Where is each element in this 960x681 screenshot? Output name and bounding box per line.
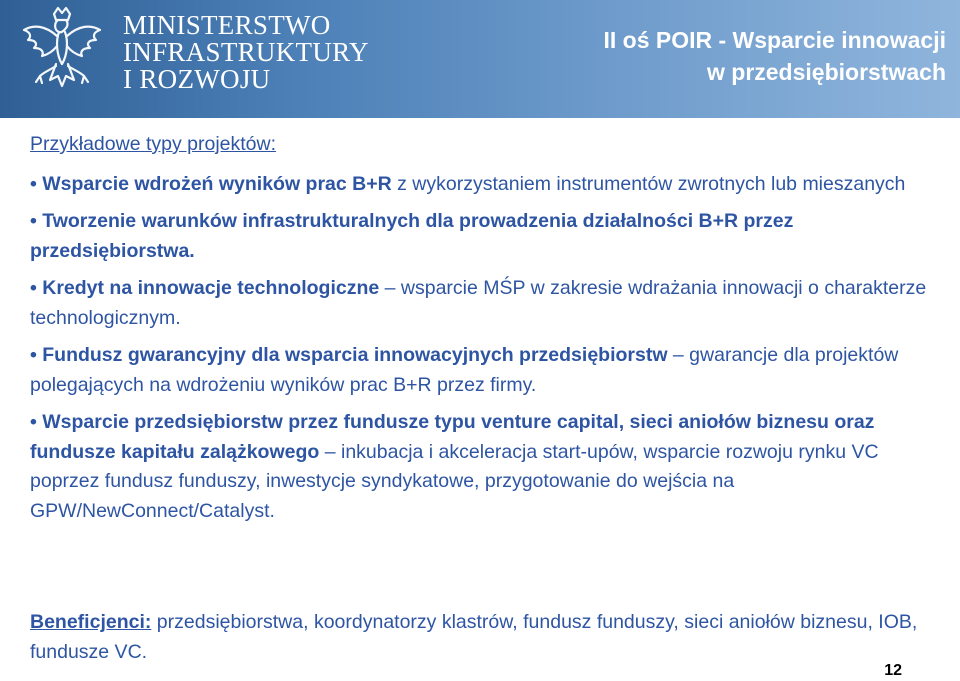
ministry-line-1: MINISTERSTWO (123, 10, 331, 40)
ministry-name (123, 12, 369, 93)
beneficiaries-label: Beneficjenci: (30, 611, 152, 633)
slide-title-line-2: w przedsiębiorstwach (706, 59, 946, 85)
bullet-bold-text: Fundusz gwarancyjny dla wsparcia innowacyjnych przedsiębiorstw (42, 344, 668, 366)
slide-content (30, 130, 940, 534)
bullet-regular-text: – wsparcie MŚP w zakresie wdrażania innowacji o charakterze technologicznym. (30, 277, 927, 329)
bullet-item (30, 170, 940, 200)
eagle-emblem-icon (14, 6, 110, 106)
slide-title (603, 24, 946, 88)
bullet-bold-text: Wsparcie przedsiębiorstw przez fundusze typu venture capital, sieci aniołów biznesu oraz fundusze kapitału zalążkowego (30, 411, 875, 463)
ministry-line-2: INFRASTRUKTURY (123, 37, 369, 67)
bullet-bold-text: Tworzenie warunków infrastrukturalnych dla prowadzenia działalności B+R przez przedsiębiorstwa. (30, 210, 794, 262)
bullet-marker: • (30, 411, 43, 433)
bullet-regular-text: z wykorzystaniem instrumentów zwrotnych lub mieszanych (391, 172, 906, 195)
bullet-regular-text: – gwarancje dla projektów polegających na wdrożeniu wyników prac B+R przez firmy. (30, 344, 899, 396)
bullet-marker: • (30, 277, 43, 299)
bullet-bold-text: Wsparcie wdrożeń wyników prac B+R (42, 172, 392, 195)
bullet-item (30, 341, 940, 400)
slide-header (0, 0, 960, 118)
beneficiaries (30, 608, 940, 667)
beneficiaries-text: przedsiębiorstwa, koordynatorzy klastrów, fundusz funduszy, sieci aniołów biznesu, IOB, fundusze VC. (30, 611, 918, 663)
bullet-marker: • (30, 172, 43, 195)
bullet-marker: • (30, 210, 43, 232)
bullet-marker: • (30, 344, 43, 366)
bullet-item (30, 274, 940, 333)
ministry-line-3: I ROZWOJU (123, 64, 271, 94)
bullet-item (30, 207, 940, 266)
page-number: 12 (884, 662, 902, 679)
bullet-bold-text: Kredyt na innowacje technologiczne (42, 277, 380, 299)
bullet-item (30, 408, 940, 526)
project-types-label: Przykładowe typy projektów: (30, 133, 277, 155)
slide-title-line-1: II oś POIR - Wsparcie innowacji (603, 27, 946, 53)
bullet-regular-text: – inkubacja i akceleracja start-upów, wsparcie rozwoju rynku VC poprzez fundusz funduszy, inwestycje syndykatowe, przygotowanie do wejścia na GPW/NewConnect/Catalyst. (30, 440, 879, 522)
